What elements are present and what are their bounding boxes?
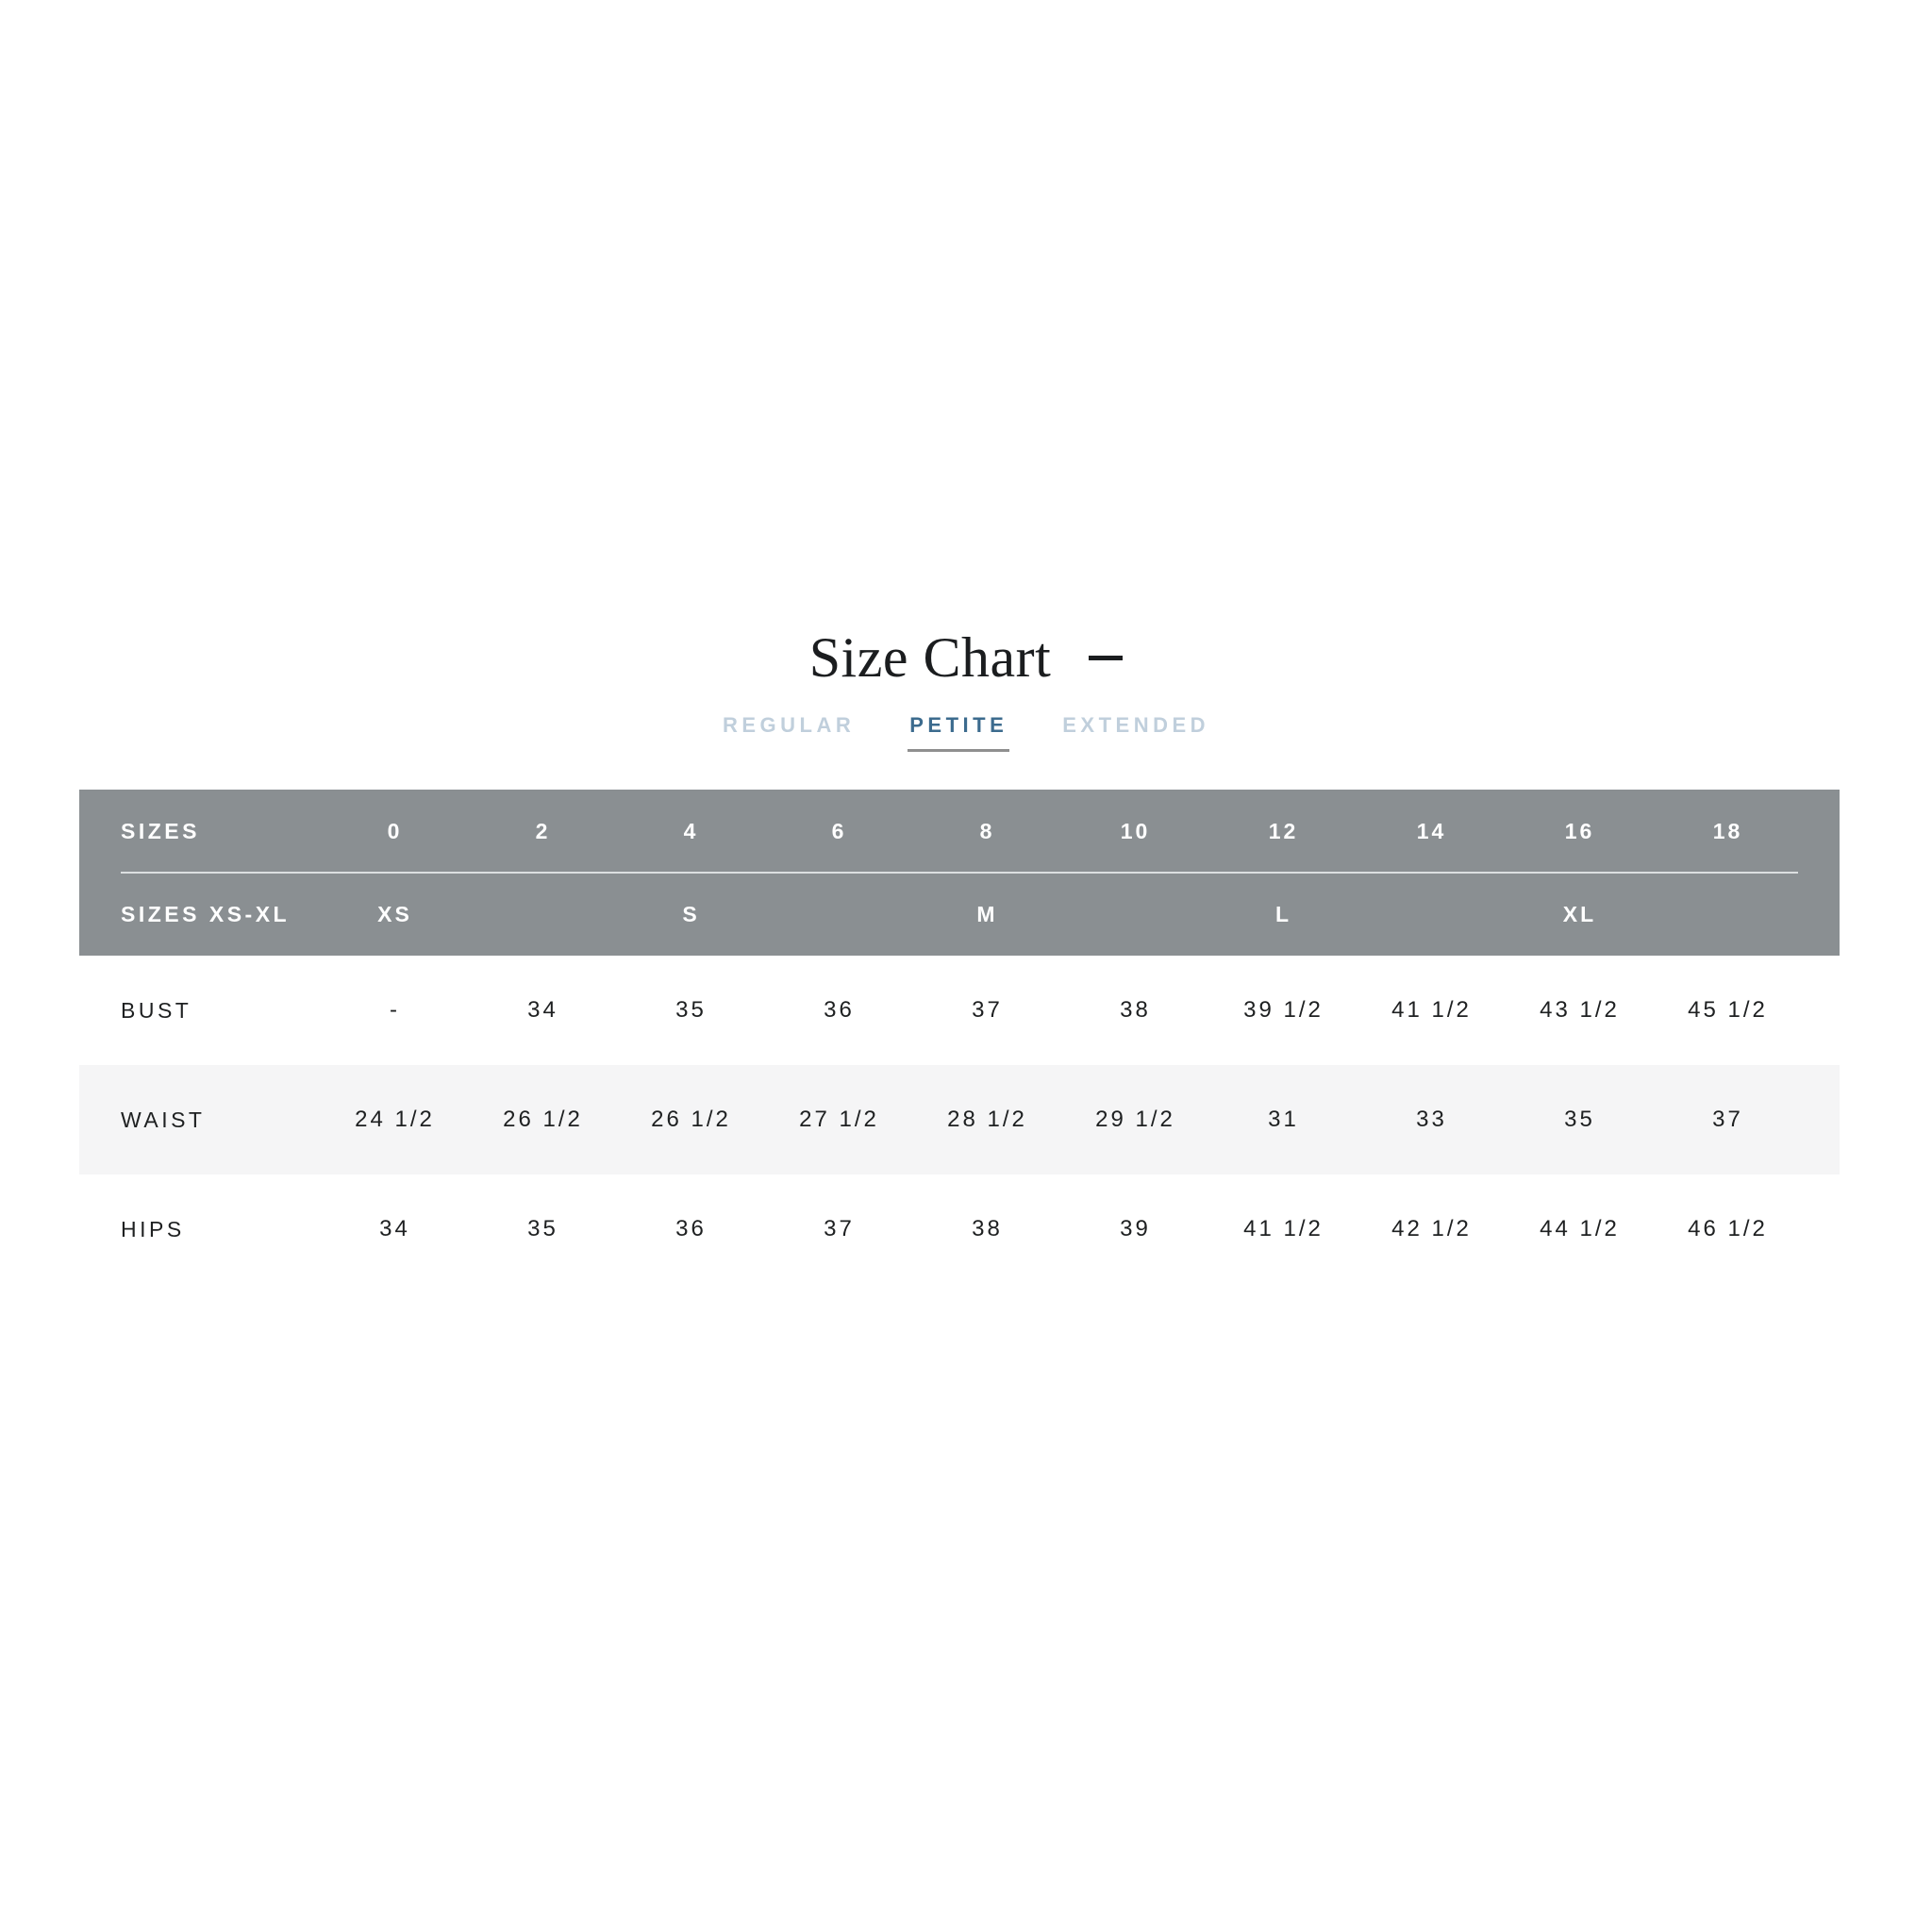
- size-table-header: [79, 790, 1840, 956]
- size-cell: 6: [831, 818, 847, 843]
- measurement-cell: 38: [972, 1216, 1003, 1241]
- size-cell: 8: [979, 818, 995, 843]
- size-chart-header: [0, 618, 1932, 697]
- measurement-cell: 35: [527, 1216, 558, 1241]
- row-label-sizes: SIZES: [121, 818, 200, 843]
- row-label-hips: HIPS: [121, 1216, 185, 1241]
- size-cell: 2: [535, 818, 551, 843]
- size-cell: 4: [683, 818, 699, 843]
- size-cell: 10: [1120, 818, 1151, 843]
- measurement-cell: 35: [675, 997, 707, 1023]
- size-group-cell: XL: [1562, 901, 1597, 926]
- measurement-cell: 34: [527, 997, 558, 1023]
- measurement-cell: -: [390, 997, 400, 1023]
- measurement-cell: 38: [1120, 997, 1151, 1023]
- measurement-cell: 42 1/2: [1391, 1216, 1472, 1241]
- size-group-cell: S: [682, 901, 700, 926]
- measurement-cell: 27 1/2: [799, 1107, 879, 1132]
- measurement-cell: 44 1/2: [1540, 1216, 1620, 1241]
- fit-tabs: [0, 709, 1932, 766]
- measurement-cell: 31: [1268, 1107, 1299, 1132]
- size-group-cell: XS: [377, 901, 412, 926]
- measurement-cell: 36: [675, 1216, 707, 1241]
- row-label-waist: WAIST: [121, 1107, 206, 1132]
- size-cell: 0: [387, 818, 403, 843]
- measurement-cell: 35: [1564, 1107, 1595, 1132]
- measurement-cell: 39: [1120, 1216, 1151, 1241]
- measurement-cell: 41 1/2: [1391, 997, 1472, 1023]
- size-cell: 12: [1268, 818, 1299, 843]
- size-cell: 16: [1564, 818, 1595, 843]
- waist-row: [79, 1065, 1840, 1174]
- tab-petite[interactable]: PETITE: [908, 709, 1009, 752]
- measurement-cell: 33: [1416, 1107, 1447, 1132]
- collapse-minus-icon[interactable]: [1089, 656, 1123, 660]
- size-group-cell: L: [1274, 901, 1292, 926]
- measurement-cell: 39 1/2: [1243, 997, 1324, 1023]
- header-separator-line: [121, 872, 1798, 874]
- bust-row: [79, 956, 1840, 1065]
- size-group-cell: M: [976, 901, 998, 926]
- row-label-sizes-xs-xl: SIZES XS-XL: [121, 901, 291, 926]
- tab-extended[interactable]: EXTENDED: [1062, 713, 1210, 737]
- size-cell: 14: [1416, 818, 1447, 843]
- measurement-cell: 37: [824, 1216, 855, 1241]
- size-chart-table: [79, 790, 1840, 1284]
- measurement-cell: 46 1/2: [1688, 1216, 1768, 1241]
- measurement-cell: 24 1/2: [355, 1107, 435, 1132]
- measurement-cell: 29 1/2: [1095, 1107, 1175, 1132]
- measurement-cell: 37: [972, 997, 1003, 1023]
- measurement-cell: 26 1/2: [503, 1107, 583, 1132]
- measurement-cell: 43 1/2: [1540, 997, 1620, 1023]
- measurement-cell: 28 1/2: [947, 1107, 1027, 1132]
- letter-sizes-row: [79, 873, 1840, 956]
- size-cell: 18: [1712, 818, 1743, 843]
- size-table-body: [79, 956, 1840, 1284]
- page-title: Size Chart: [808, 626, 1052, 689]
- numeric-sizes-row: [79, 790, 1840, 873]
- measurement-cell: 34: [379, 1216, 410, 1241]
- tab-regular[interactable]: REGULAR: [722, 713, 856, 737]
- hips-row: [79, 1174, 1840, 1284]
- measurement-cell: 37: [1712, 1107, 1743, 1132]
- measurement-cell: 26 1/2: [651, 1107, 731, 1132]
- measurement-cell: 36: [824, 997, 855, 1023]
- measurement-cell: 41 1/2: [1243, 1216, 1324, 1241]
- measurement-cell: 45 1/2: [1688, 997, 1768, 1023]
- row-label-bust: BUST: [121, 997, 192, 1023]
